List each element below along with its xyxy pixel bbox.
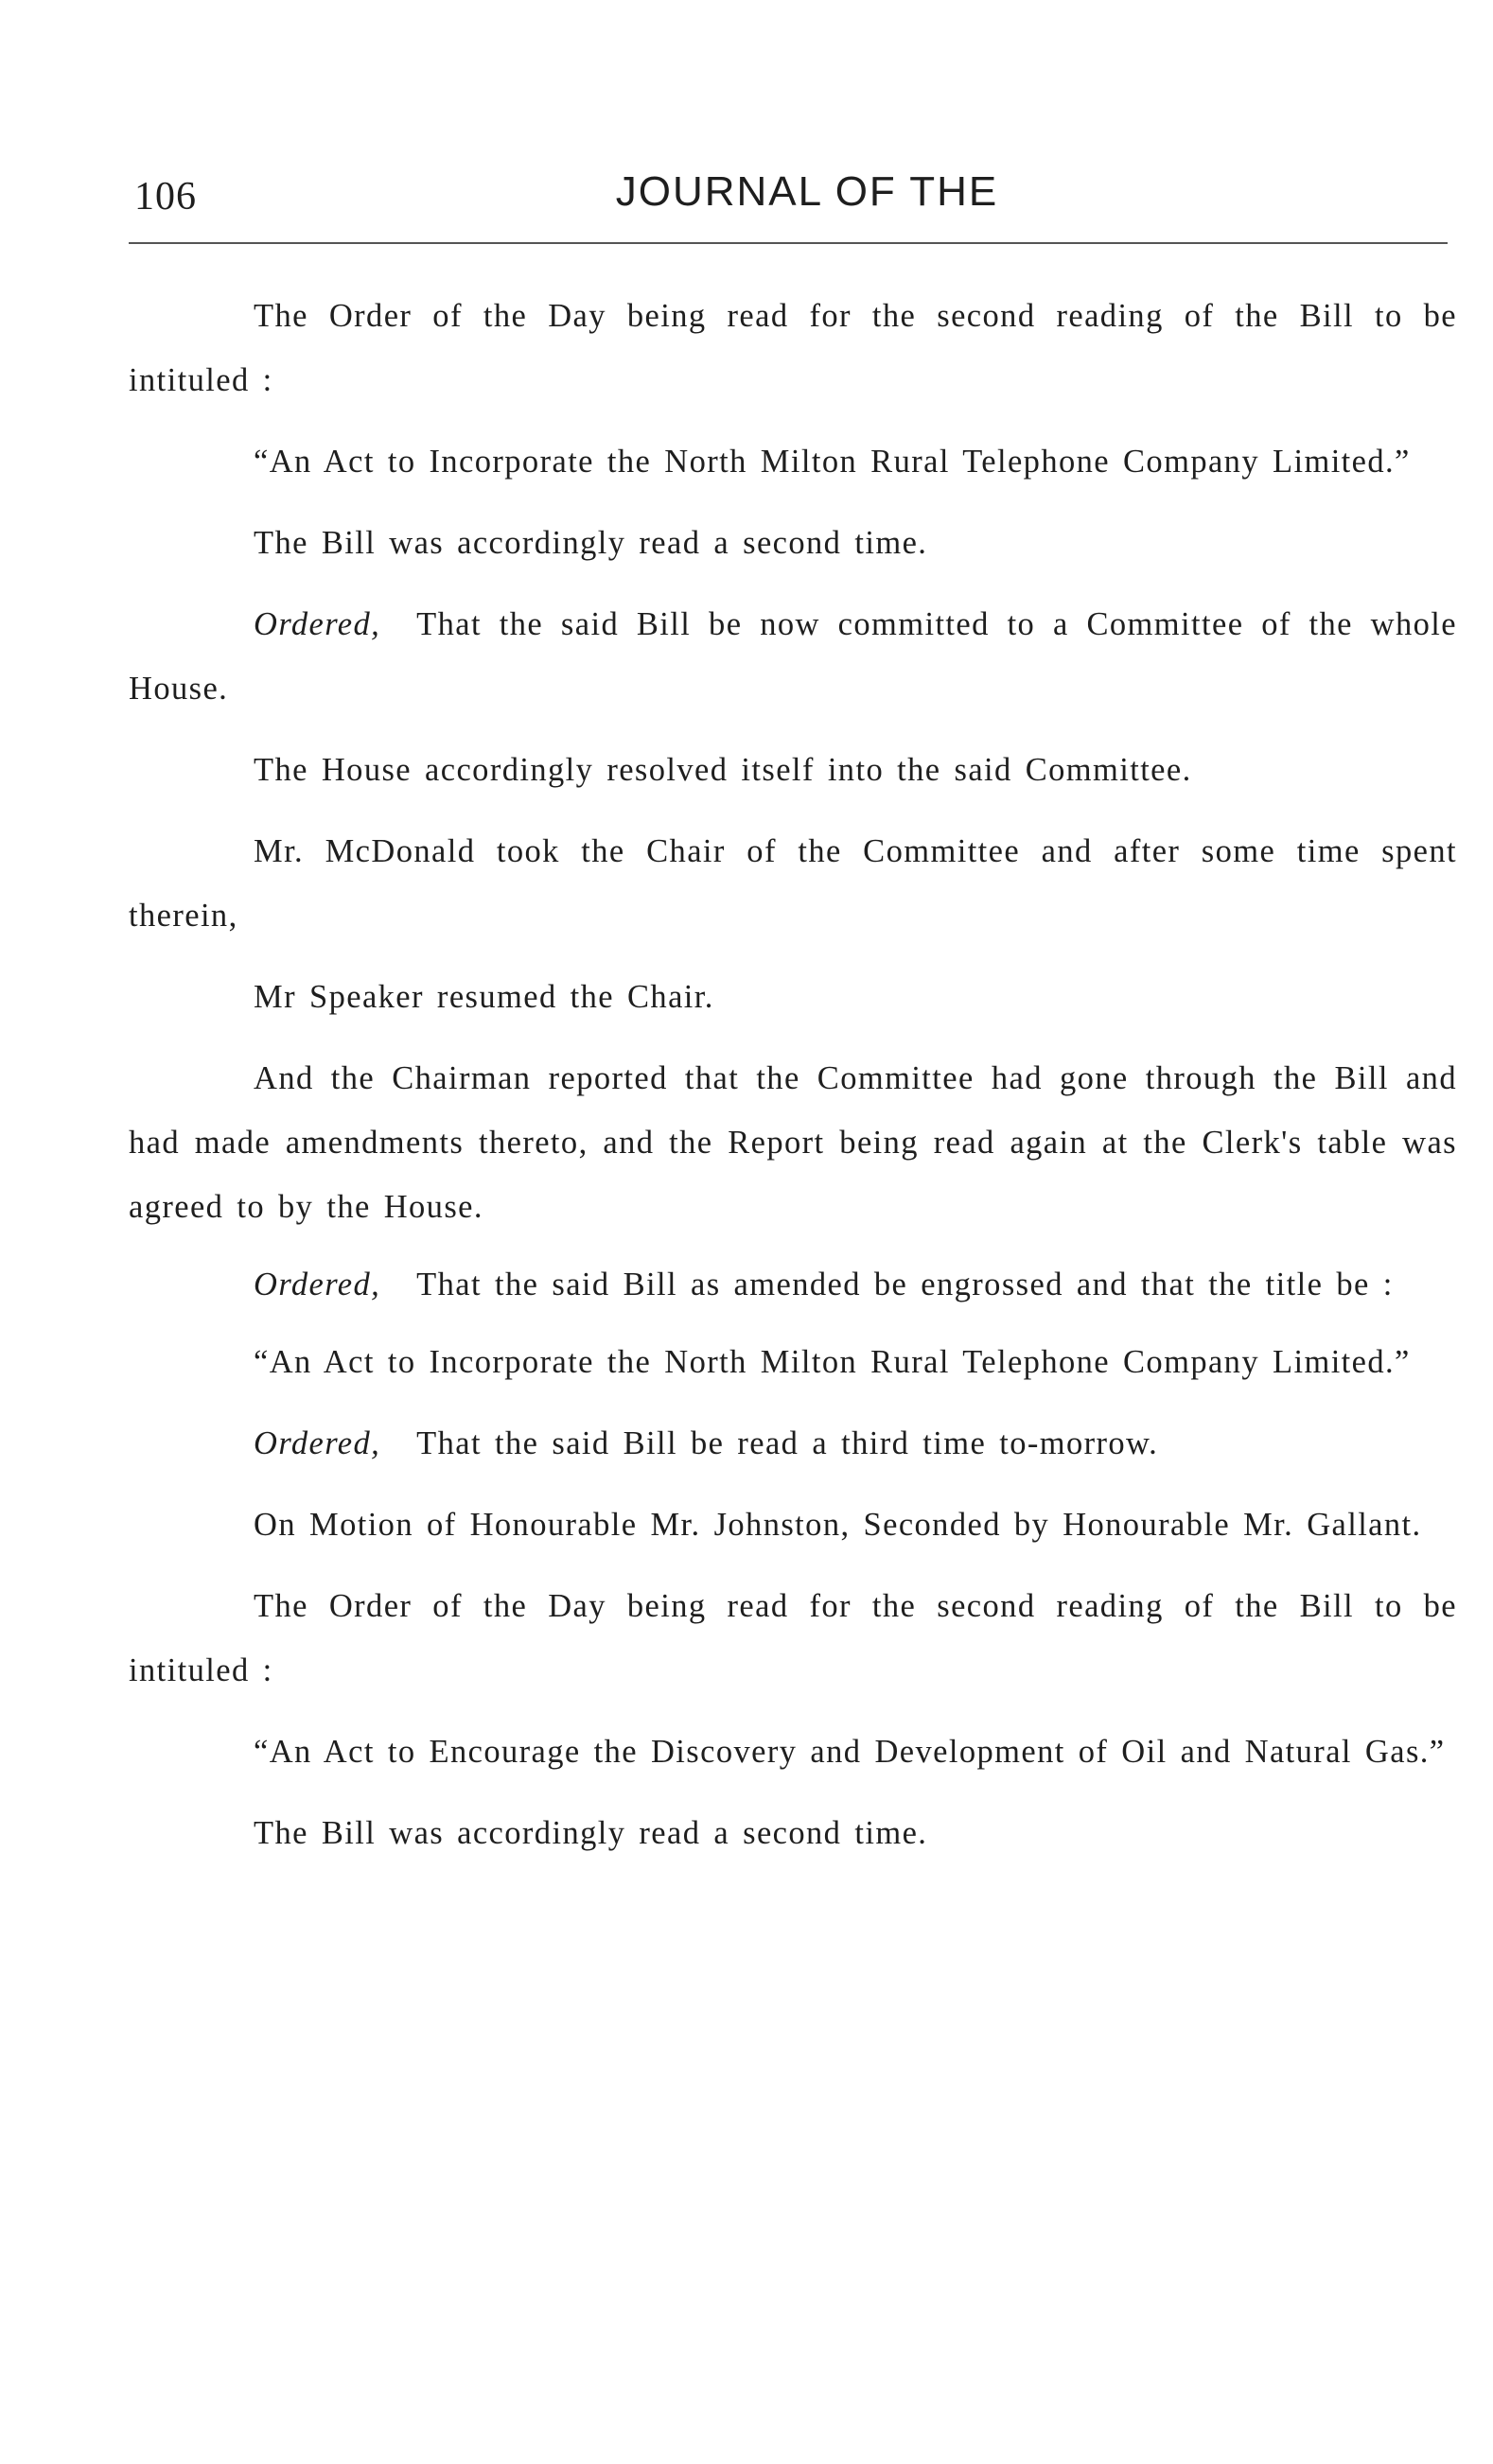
journal-title: JOURNAL OF THE [615,168,999,215]
paragraph-bill-title-oil-gas: “An Act to Encourage the Discovery and Development of Oil and Natural Gas.” [254,1734,1446,1770]
paragraph-bill-title-amended: “An Act to Incorporate the North Milton Rural Telephone Company Limited.” [254,1344,1411,1380]
paragraph-bill-title: “An Act to Incorporate the North Milton Rural Telephone Company Limited.” [254,444,1411,480]
paragraph-ordered-engrossed: Ordered, That the said Bill as amended be engrossed and that the title be : [254,1267,1394,1302]
paragraph-house-resolved: The House accordingly resolved itself into the said Committee. [254,752,1192,788]
paragraph-chair-taken: Mr. McDonald took the Chair of the Committee and after some time spent therein, [129,833,1457,934]
paragraph-motion: On Motion of Honourable Mr. Johnston, Seconded by Honourable Mr. Gallant. [254,1507,1422,1543]
header-rule [129,242,1448,244]
paragraph-chairman-reported: And the Chairman reported that the Committee had gone through the Bill and had made amendments thereto, and the Report being read again at the Clerk's table was agreed to by the House. [129,1060,1457,1225]
running-head [129,168,1448,235]
ordered-label: Ordered, [254,1425,381,1461]
paragraph-order-of-day: The Order of the Day being read for the second reading of the Bill to be intituled : [129,298,1457,398]
paragraph-ordered-third-reading: Ordered, That the said Bill be read a third time to-morrow. [254,1425,1159,1461]
paragraph-speaker-resumed: Mr Speaker resumed the Chair. [254,979,714,1015]
paragraph-order-of-day-2: The Order of the Day being read for the second reading of the Bill to be intituled : [129,1588,1457,1688]
paragraph-second-reading-2: The Bill was accordingly read a second time. [254,1815,928,1851]
ordered-label: Ordered, [254,1267,381,1302]
page-number: 106 [134,175,197,218]
paragraph-second-reading: The Bill was accordingly read a second time. [254,525,928,561]
journal-body [129,284,1457,1882]
paragraph-ordered-committed: Ordered, That the said Bill be now committed to a Committee of the whole House. [129,606,1457,707]
ordered-label: Ordered, [254,606,381,642]
